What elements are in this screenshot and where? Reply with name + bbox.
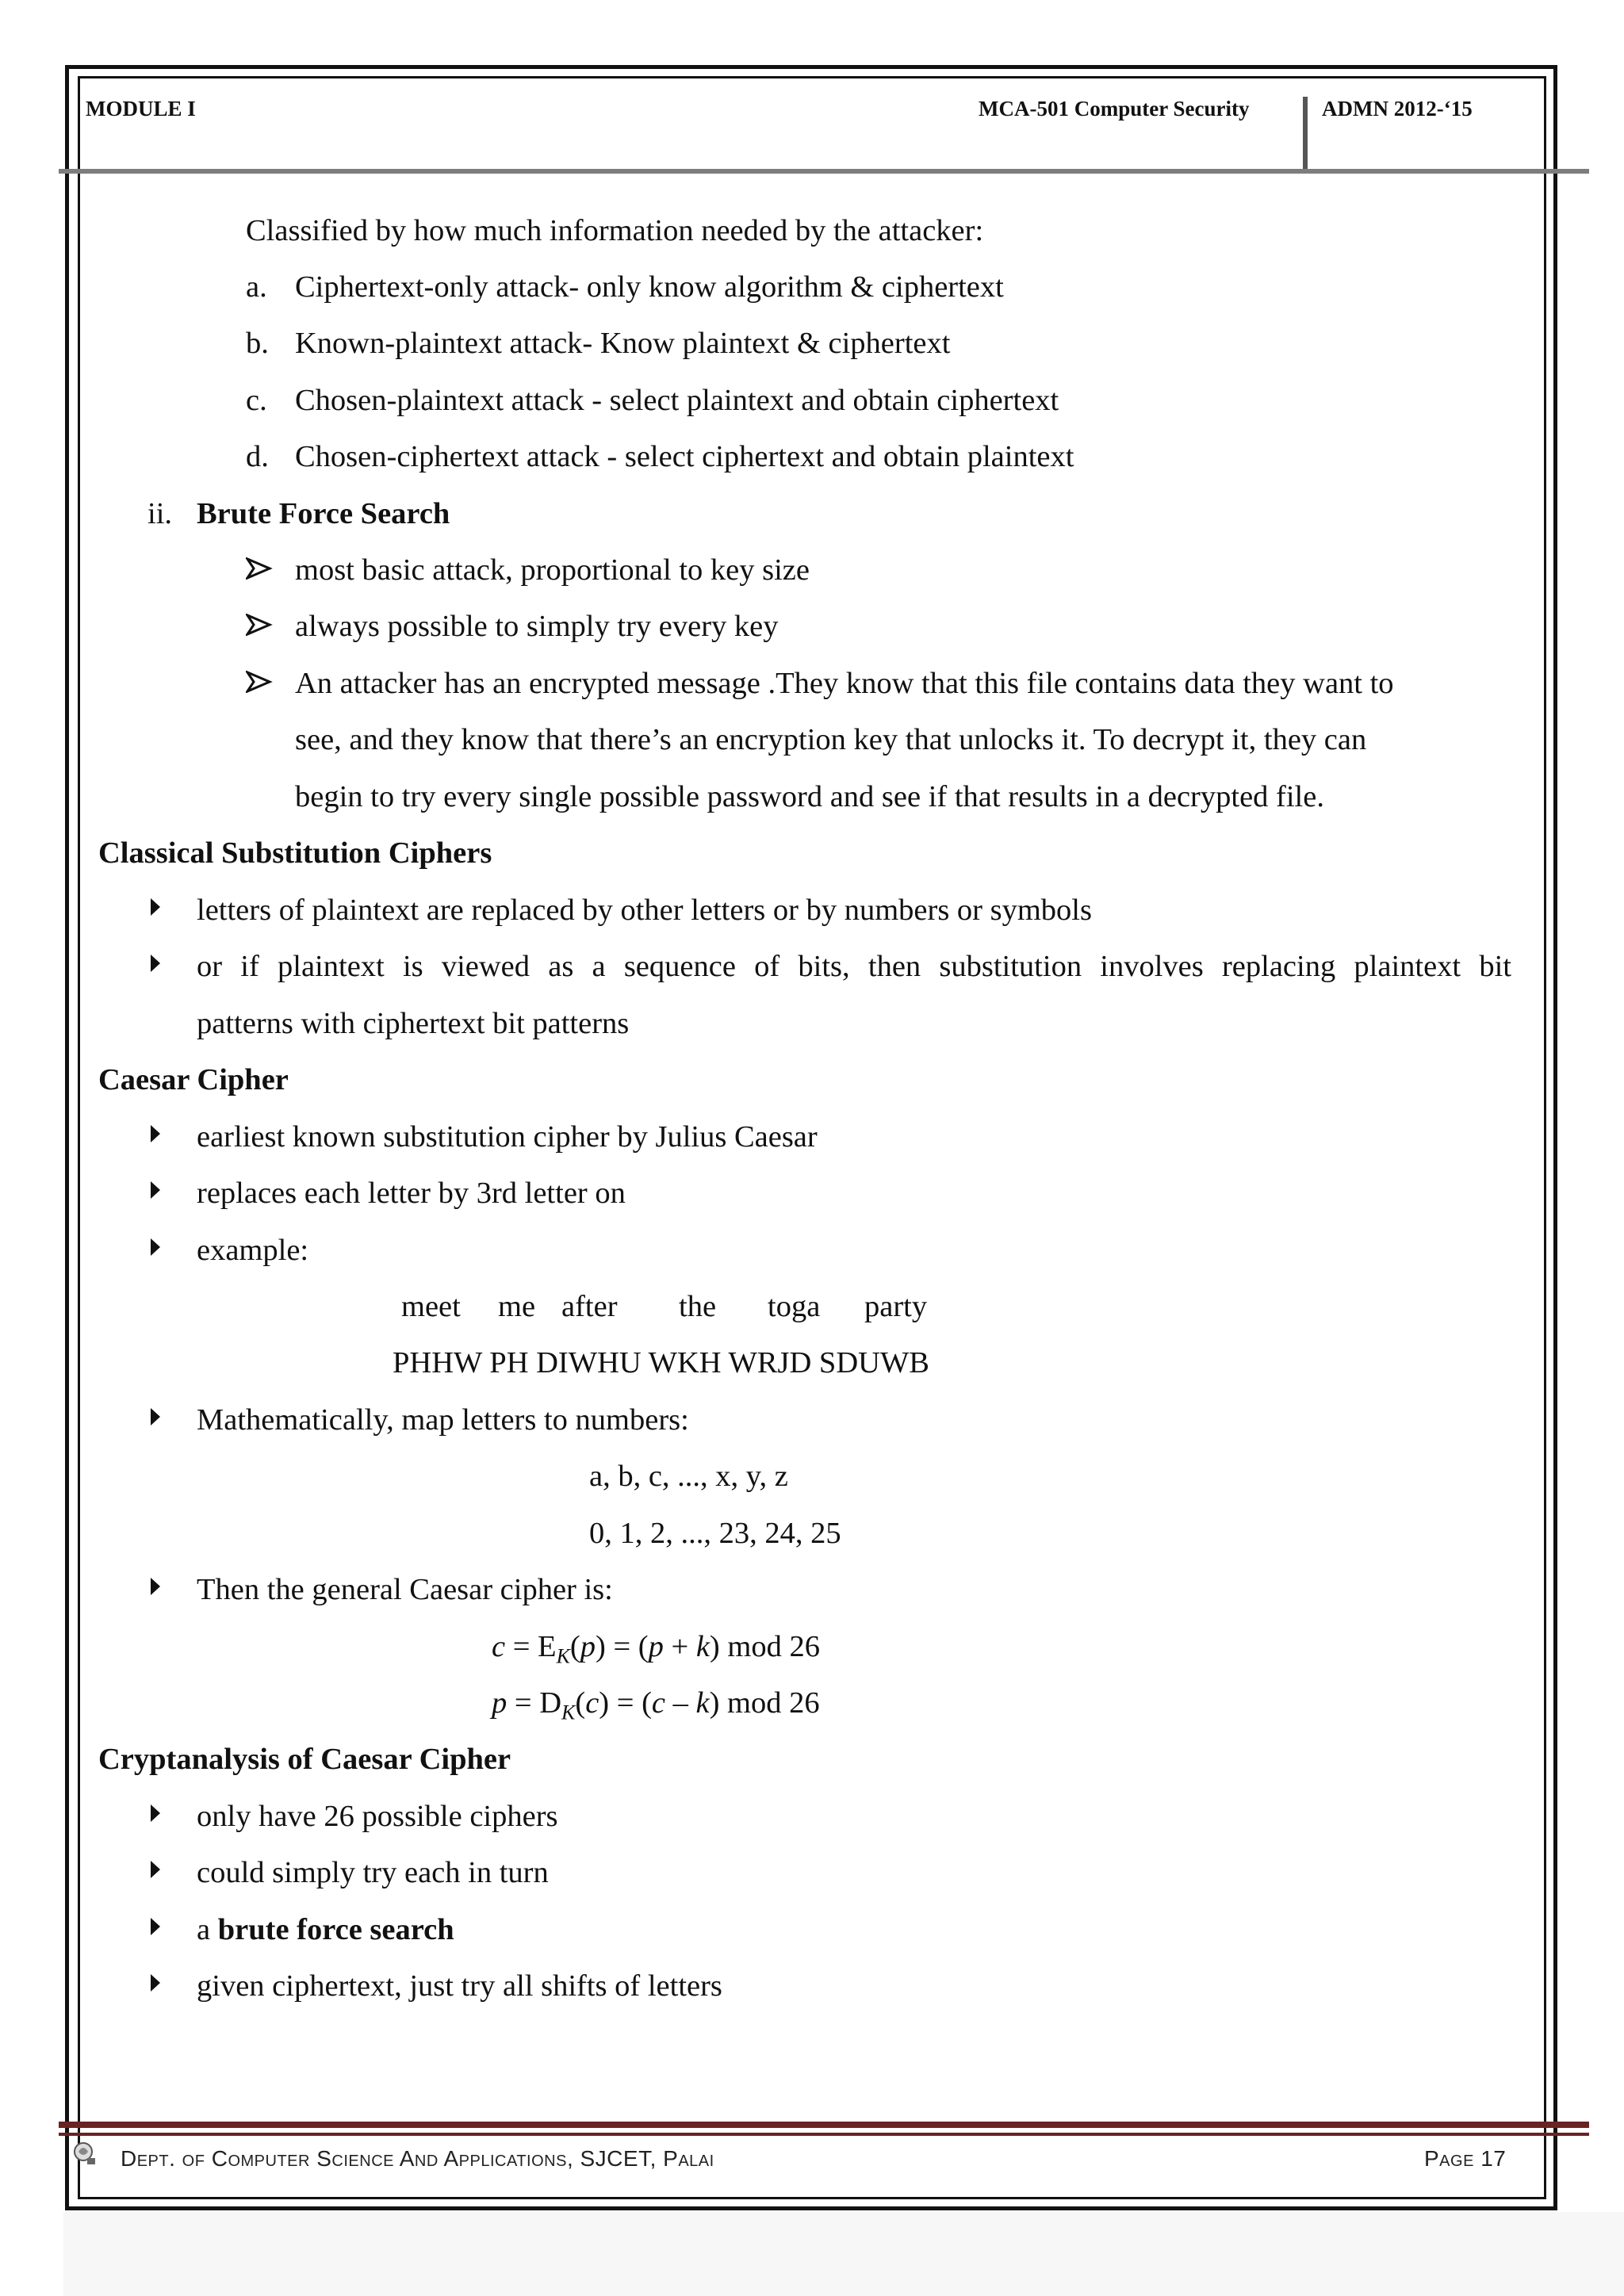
- section-heading: Classical Substitution Ciphers: [98, 836, 492, 870]
- bullet-text: Mathematically, map letters to numbers:: [197, 1403, 689, 1437]
- header-module: MODULE I: [86, 97, 196, 121]
- section-heading: Caesar Cipher: [98, 1063, 289, 1096]
- paragraph-line: begin to try every single possible password and see if that results in a decrypted file.: [295, 780, 1324, 813]
- bullet-text: could simply try each in turn: [197, 1856, 549, 1889]
- college-logo-icon: [71, 2141, 98, 2168]
- triangle-bullet-icon: [151, 1408, 160, 1425]
- list-item: Chosen-plaintext attack - select plaintext and obtain ciphertext: [295, 384, 1059, 417]
- triangle-bullet-icon: [151, 955, 160, 972]
- triangle-bullet-icon: [151, 1974, 160, 1992]
- header-rule: [59, 169, 1589, 174]
- footer-department: Dept. of Computer Science And Applications, SJCET, Palai: [121, 2146, 714, 2171]
- header-course: MCA-501 Computer Security: [979, 97, 1250, 121]
- list-item: Known-plaintext attack- Know plaintext & ciphertext: [295, 327, 951, 360]
- bullet-text: only have 26 possible ciphers: [197, 1800, 558, 1833]
- bullet-text: a brute force search: [197, 1913, 454, 1946]
- bullet-text-continued: patterns with ciphertext bit patterns: [197, 1007, 630, 1040]
- list-marker: c.: [246, 384, 267, 417]
- arrow-bullet-icon: [246, 671, 273, 693]
- bullet-text: Then the general Caesar cipher is:: [197, 1573, 613, 1606]
- triangle-bullet-icon: [151, 1918, 160, 1935]
- example-word: me: [498, 1290, 536, 1323]
- section-heading: Brute Force Search: [197, 497, 450, 530]
- section-heading: Cryptanalysis of Caesar Cipher: [98, 1743, 511, 1776]
- triangle-bullet-icon: [151, 1125, 160, 1142]
- paragraph-line: see, and they know that there’s an encryption key that unlocks it. To decrypt it, they can: [295, 723, 1367, 756]
- bullet-text: or if plaintext is viewed as a sequence of bits, then substitution involves replacing plaintext bit: [197, 950, 1511, 983]
- number-row: 0, 1, 2, ..., 23, 24, 25: [589, 1517, 841, 1550]
- bullet-text: most basic attack, proportional to key size: [295, 553, 810, 587]
- example-word: the: [679, 1290, 717, 1323]
- triangle-bullet-icon: [151, 1578, 160, 1595]
- example-word: party: [864, 1290, 928, 1323]
- bullet-text: given ciphertext, just try all shifts of letters: [197, 1969, 722, 2003]
- list-marker: d.: [246, 440, 269, 473]
- example-ciphertext: PHHW PH DIWHU WKH WRJD SDUWB: [393, 1346, 929, 1380]
- example-word: after: [561, 1290, 618, 1323]
- footer-page-number: Page 17: [1424, 2146, 1507, 2171]
- arrow-bullet-icon: [246, 614, 273, 636]
- triangle-bullet-icon: [151, 1804, 160, 1822]
- bullet-text: letters of plaintext are replaced by other letters or by numbers or symbols: [197, 894, 1092, 927]
- footer-rule: [59, 2122, 1589, 2128]
- section-marker: ii.: [147, 497, 173, 530]
- triangle-bullet-icon: [151, 1181, 160, 1199]
- attack-intro: Classified by how much information needed by the attacker:: [246, 214, 984, 247]
- arrow-bullet-icon: [246, 557, 273, 580]
- list-marker: b.: [246, 327, 269, 360]
- bullet-text: example:: [197, 1234, 309, 1267]
- paragraph-line: An attacker has an encrypted message .They know that this file contains data they want to: [295, 667, 1394, 700]
- header-divider: [1303, 97, 1308, 170]
- list-item: Chosen-ciphertext attack - select ciphertext and obtain plaintext: [295, 440, 1074, 473]
- footer-rule-thin: [59, 2133, 1589, 2136]
- page-bottom-band: [63, 2212, 1624, 2296]
- bullet-text: replaces each letter by 3rd letter on: [197, 1177, 626, 1210]
- bullet-text: earliest known substitution cipher by Julius Caesar: [197, 1120, 818, 1154]
- bullet-text: always possible to simply try every key: [295, 610, 779, 643]
- triangle-bullet-icon: [151, 898, 160, 916]
- encryption-formula: $c = E_K(p) = (p + k)$ mod 26: [492, 1630, 820, 1668]
- list-item: Ciphertext-only attack- only know algorithm & ciphertext: [295, 270, 1004, 304]
- triangle-bullet-icon: [151, 1238, 160, 1256]
- alphabet-row: a, b, c, ..., x, y, z: [589, 1460, 788, 1493]
- list-marker: a.: [246, 270, 267, 304]
- header-admn: ADMN 2012-‘15: [1322, 97, 1473, 121]
- triangle-bullet-icon: [151, 1861, 160, 1878]
- example-word: toga: [768, 1290, 821, 1323]
- example-word: meet: [401, 1290, 461, 1323]
- decryption-formula: $p = D_K(c) = (c - k)$ mod 26: [492, 1686, 820, 1724]
